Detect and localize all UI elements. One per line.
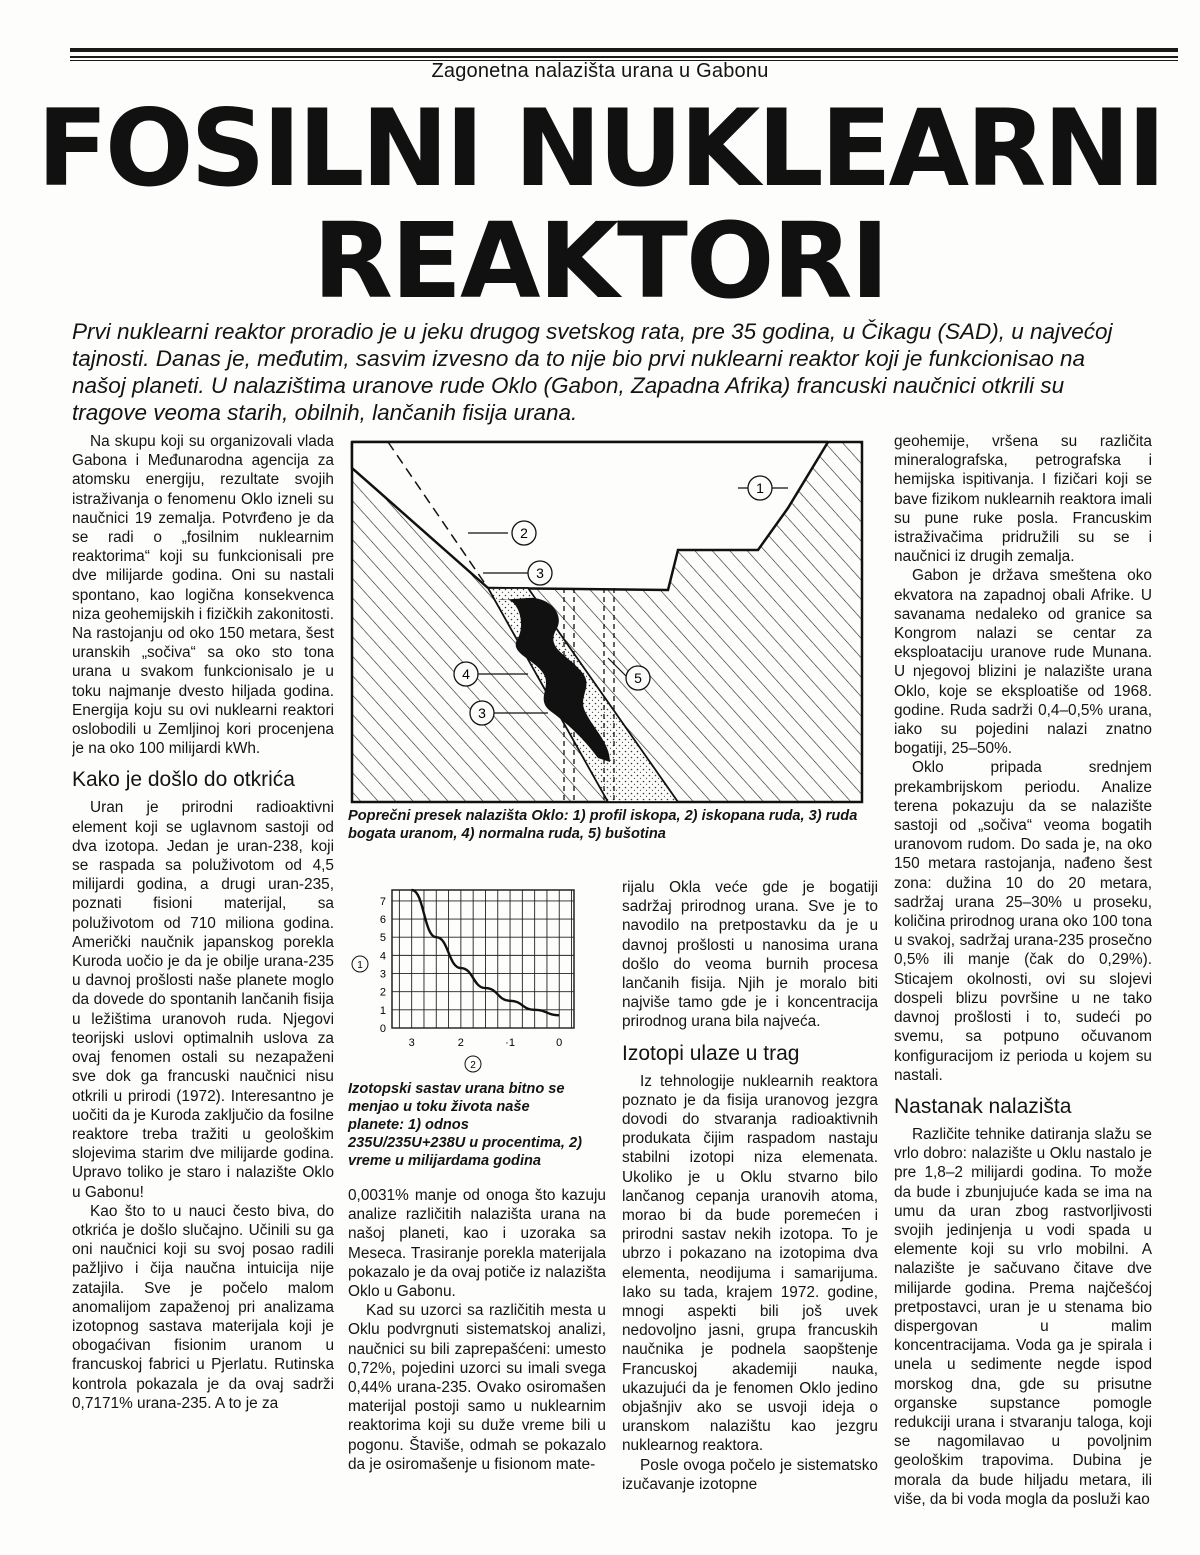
paragraph: Posle ovoga počelo je sistematsko izučavanje izotopne: [622, 1456, 878, 1493]
y-tick-label: 1: [379, 1004, 386, 1017]
svg-text:3: 3: [536, 565, 544, 581]
paragraph: 0,0031% manje od onoga što kazuju analize različitih nalazišta urana na našoj planeti, kao i uzoraka sa Meseca. Trasiranje porekla materijala pokazalo je da ovaj potiče iz nalazišta Oklo u Gabonu.: [348, 1187, 606, 1301]
paragraph: Gabon je država smeštena oko ekvatora na zapadnoj obali Afrike. U savanama nedaleko od granice sa Kongrom nalazi se centar za eksploataciju uranove rude Munana. U njegovoj blizini je nalazište urana Oklo, koje se eksploatiše od 1968. godine. Ruda sadrži 0,4–0,5% urana, iako su pojedini nalazi znatno bogatiji, 25–50%.: [894, 567, 1152, 758]
chart-caption: Izotopski sastav urana bitno se menjao u toku života naše planete: 1) odnos 235U/235U+238U u procentima, 2) vreme u milijardama godina: [348, 1081, 583, 1169]
lead-paragraph: Prvi nuklearni reaktor proradio je u jeku drugog svetskog rata, pre 35 godina, u Čikagu (SAD), u najvećoj tajnosti. Danas je, međutim, sasvim izvesno da to nije bio prvi nuklearni reaktor koji je funkcionisao na našoj planeti. U nalazištima uranove rude Oklo (Gabon, Zapadna Afrika) francuski naučnici otkrili su tragove veoma starih, obilnih, lančanih fisija urana.: [72, 319, 1113, 425]
diagram-label-1: [748, 476, 772, 500]
diagram-label-3: [528, 561, 552, 585]
diagram-label-2: [512, 521, 536, 545]
x-tick-label: ·1: [505, 1037, 515, 1049]
x-tick-label: 0: [556, 1037, 563, 1049]
paragraph: Kao što to u nauci često biva, do otkrića je došlo slučajno. Učinili su ga oni naučnici koji su svoj posao radili pažljivo i čija naučna intuicija nije zatajila. Sve je počelo malom anomalijom zapaženoj pri analizama izotopnog sastava materijala koji je obogaćivan fisionim uranom u francuskoj fabrici u Pjerlatu. Rutinska kontrola pokazala je da ovaj sadrži 0,7171% urana-235. A to je za: [72, 1202, 334, 1412]
column-1: [72, 432, 334, 1512]
subheading-discovery: Kako je došlo do otkrića: [72, 768, 295, 792]
y-tick-label: 2: [379, 986, 386, 999]
figure-1-caption: Poprečni presek nalazišta Oklo: 1) profil iskopa, 2) iskopana ruda, 3) ruda bogata uranom, 4) normalna ruda, 5) bušotina: [348, 808, 858, 842]
paragraph: geohemije, vršena su različita mineralografska, petrografska i hemijska ispitivanja. I fizičari koji se bave fizikom nuklearnih reaktora imali su pune ruke posla. Francuskim istraživačima pridružili su se i naučnici iz drugih zemalja.: [894, 433, 1152, 566]
isotope-chart: [348, 876, 588, 1076]
subheading-isotopes: Izotopi ulaze u trag: [622, 1041, 800, 1065]
diagram-label-5: [626, 666, 650, 690]
y-tick-label: 6: [379, 914, 386, 927]
kicker: Zagonetna nalazišta urana u Gabonu: [431, 60, 769, 82]
diagram-label-4: [454, 662, 478, 686]
svg-text:2: 2: [470, 1060, 476, 1071]
y-axis-label: [352, 956, 368, 972]
cross-section-diagram: [348, 438, 866, 806]
paragraph: rijalu Okla veće gde je bogatiji sadržaj prirodnog urana. Sve je to navodilo na pretpostavku da je u davnoj prošlosti u nanosima urana došlo do veoma burnih procesa lančanih fisija. Njih je moralo biti najviše tamo gde je i koncentracija prirodnog urana bila najveća.: [622, 879, 878, 1031]
top-rule-thin: [70, 56, 1178, 58]
paragraph: Iz tehnologije nuklearnih reaktora poznato je da fisija uranovog jezgra dovodi do stvaranja radioaktivnih produkata čijim raspadom nastaju stabilni izotopi niza elemenata. Ukoliko je u Oklu stvarno bilo lančanog cepanja uranovih atoma, morao bi da bude poremećen i prirodni sastav nekih izotopa. To je ubrzo i pokazano na izotopima dva elementa, neodijuma i samarijuma. Iako su tada, krajem 1972. godine, mnogi aspekti bili još uvek nedovoljno jasni, grupa francuskih naučnika je podnela saopštenje Francuskoj akademiji nauka, ukazujući da je fenomen Oklo jedino objašnjiv ako se usvoji ideja o uranskom nalazištu kao jezgru nuklearnog reaktora.: [622, 1072, 878, 1455]
paragraph: Kad su uzorci sa različitih mesta u Oklu podvrgnuti sistematskoj analizi, naučnici su bili zaprepašćeni: umesto 0,72%, pojedini uzorci su imali svega 0,44% urana-235. Ovako osiromašen materijal postoji samo u nuklearnim reaktorima koji su duže vreme bili u pogonu. Štaviše, odmah se pokazalo da je osiromašenje u fisionom mate-: [348, 1302, 606, 1473]
headline-line-2: REAKTORI: [312, 200, 888, 322]
column-2: [348, 1186, 606, 1512]
y-tick-label: 7: [379, 895, 386, 908]
paragraph: Na skupu koji su organizovali vlada Gabona i Međunarodna agencija za atomsku energiju, rezultate svojih istraživanja o fenomenu Oklo izneli su naučnici 19 zemalja. Potvrđeno je da se radi o „fosilnim nuklearnim reaktorima“ koji su funkcionisali pre dve milijarde godina. Oni su nastali spontano, kao logična konsekvenca niza geohemijskih i fizičkih zakonitosti. Na rastojanju od oko 150 metara, šest uranskih „sočiva“ sa oko sto tona urana u svakom funkcionisalo je u toku najmanje dvesto hiljada godina. Energija koju su ovi nuklearni reaktori oslobodili u Zemljinoj kori procenjena je na oko 100 milijardi kWh.: [72, 433, 334, 758]
paragraph: Različite tehnike datiranja slažu se vrlo dobro: nalazište u Oklu nastalo je pre 1,8–2 milijardi godina. To može da bude i zbunjujuće kada se ima na umu da uran zbog rastvorljivosti svojih jedinjenja u vodi spada u elemente koji su vrlo mobilni. A nalazište je sačuvano čitave dve milijarde godina. Prema najčešćoj pretpostavci, uran je u stenama bio dispergovan u malim koncentracijama. Voda ga je spirala i unela u sedimente negde ispod morskog dna, gde su prisutne organske supstance pomogle redukciji urana i stvaranju taloga, koji se nagomilavao u povoljnim geološkim trapovima. Dubina je morala da bude hiljadu metara, ili više, da bi voda mogla da posluži kao: [894, 1125, 1152, 1508]
svg-text:3: 3: [478, 705, 486, 721]
top-rule: [70, 48, 1178, 52]
column-4: [894, 432, 1152, 1512]
x-tick-label: 3: [408, 1037, 415, 1049]
x-axis-label: [465, 1056, 481, 1072]
svg-text:1: 1: [357, 960, 363, 971]
y-tick-label: 0: [379, 1023, 386, 1035]
paragraph: Oklo pripada srednjem prekambrijskom periodu. Analize terena pokazuju da se nalazište sastoji od „sočiva“ veoma bogatih uranovom rudom. Do sada je, na oko 150 metara rastojanja, nađeno šest zona: dužina 10 do 20 metara, sadržaj urana 25–30% u proseku, količina prirodnog urana oko 100 tona u svakoj, sadržaj urana-235 prosečno 0,5% ili manje (čak do 0,29%). Sticajem okolnosti, ovi su slojevi dospeli blizu površine u ne tako davnoj prošlosti i to, sudeći po svemu, sa potpuno očuvanom konfiguracijom iz perioda u kojem su nastali.: [894, 759, 1152, 1084]
y-tick-label: 4: [379, 950, 386, 963]
headline-line-1: FOSILNI NUKLEARNI: [37, 86, 1163, 211]
svg-text:1: 1: [756, 480, 764, 496]
x-tick-label: 2: [457, 1037, 464, 1049]
svg-text:5: 5: [634, 670, 642, 686]
diagram-label-3b: [470, 701, 494, 725]
y-tick-label: 3: [379, 968, 386, 981]
svg-text:2: 2: [520, 525, 528, 541]
paragraph: Uran je prirodni radioaktivni element koji se uglavnom sastoji od dva izotopa. Jedan je uran-238, koji se raspada sa poluživotom od 4,5 milijardi godina, a drugi uran-235, poznati fisioni materijal, sa poluživotom od 710 miliona godina. Američki naučnik japanskog porekla Kuroda uočio je da je obilje urana-235 u davnoj prošlosti naše planete moglo da dovede do spontanih lančanih fisija u ležištima uranovoh ruda. Njegovi teorijski uslovi optimalnih uslova za ovaj fenomen ostali su nezapaženi sve dok ga francuski naučnici nisu otkrili u prirodi (1972). Interesantno je uočiti da je Kuroda zaključio da fosilne reaktore treba tražiti u geološkim slojevima starim dve milijarde godina. Upravo toliko je staro i nalazište Oklo u Gabonu!: [72, 799, 334, 1201]
svg-text:4: 4: [462, 666, 470, 682]
column-3: [622, 878, 878, 1512]
y-tick-label: 5: [379, 932, 386, 945]
subheading-origin: Nastanak nalazišta: [894, 1094, 1072, 1118]
